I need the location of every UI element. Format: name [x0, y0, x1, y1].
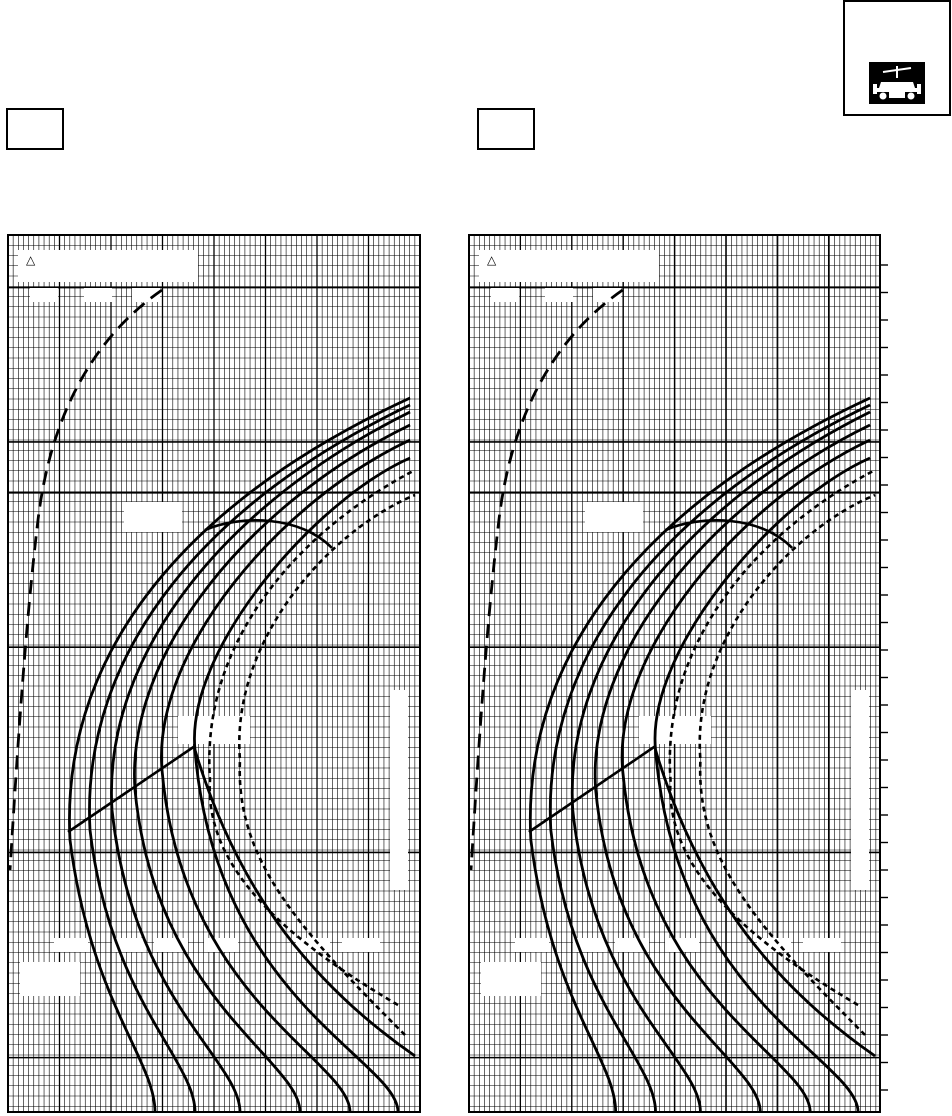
label-box — [515, 938, 549, 952]
label-box — [84, 288, 112, 302]
label-box — [390, 690, 408, 890]
label-box — [124, 502, 182, 532]
label-box — [491, 288, 519, 302]
label-box — [851, 690, 869, 890]
label-box — [481, 962, 541, 996]
solid-curve-tail — [195, 750, 415, 1056]
label-box — [342, 938, 380, 952]
note-marker: △ — [26, 253, 36, 267]
label-box — [545, 288, 573, 302]
label-box — [585, 502, 643, 532]
label-box — [803, 938, 841, 952]
chart-panel-1 — [8, 235, 420, 1112]
label-box — [20, 962, 80, 996]
note-box — [18, 250, 198, 282]
note-marker: △ — [487, 253, 497, 267]
note-box — [479, 250, 659, 282]
chart-panel-2 — [469, 235, 888, 1112]
label-box — [54, 938, 88, 952]
solid-curve-tail — [656, 750, 875, 1056]
label-box — [30, 288, 58, 302]
